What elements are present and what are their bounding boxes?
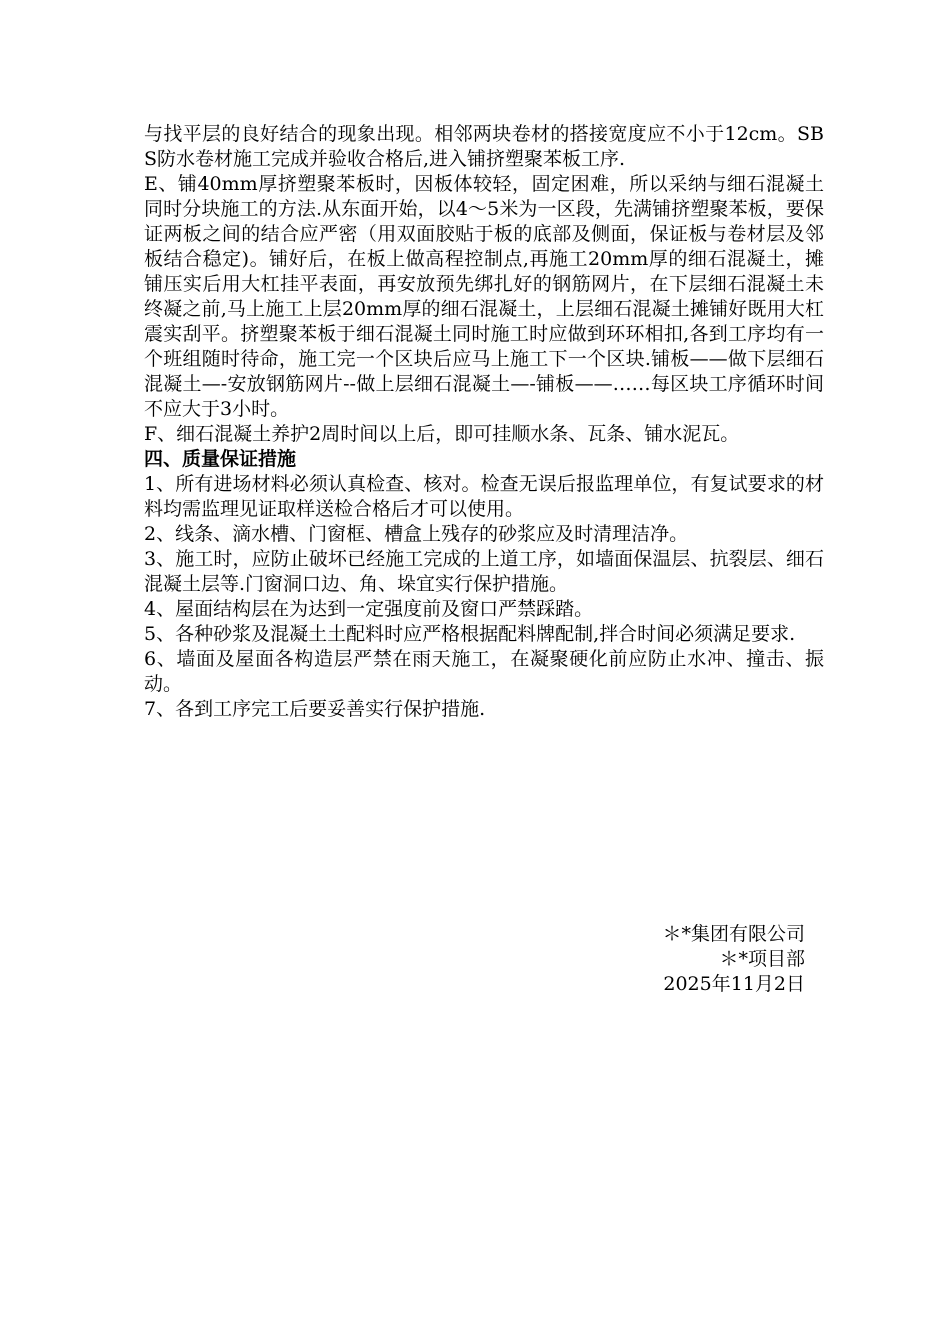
signature-company: ＊*集团有限公司 [662, 923, 805, 945]
document-body [144, 122, 824, 722]
list-item: 3、施工时，应防止破坏已经施工完成的上道工序，如墙面保温层、抗裂层、细石混凝土层等.门窗洞口边、角、垛宜实行保护措施。 [144, 548, 824, 595]
signature-date: 2025年11月2日 [663, 973, 805, 995]
signature-block [560, 922, 805, 997]
list-item: 4、屋面结构层在为达到一定强度前及窗口严禁踩踏。 [144, 598, 594, 620]
signature-department: ＊*项目部 [719, 948, 805, 970]
section-heading: 四、质量保证措施 [144, 448, 297, 470]
paragraph-step-f: F、细石混凝土养护2周时间以上后，即可挂顺水条、瓦条、铺水泥瓦。 [144, 423, 740, 445]
list-item: 5、各种砂浆及混凝土土配料时应严格根据配料牌配制,拌合时间必须满足要求. [144, 623, 796, 645]
paragraph-step-e: E、铺40mm厚挤塑聚苯板时，因板体较轻，固定困难，所以采纳与细石混凝土同时分块施工的方法.从东面开始，以4～5米为一区段，先满铺挤塑聚苯板，要保证两板之间的结合应严密（用双面胶贴于板的底部及侧面，保证板与卷材层及邻板结合稳定)。铺好后，在板上做高程控制点,再施工20mm厚的细石混凝土，摊铺压实后用大杠挂平表面，再安放预先绑扎好的钢筋网片，在下层细石混凝土未终凝之前,马上施工上层20mm厚的细石混凝土，上层细石混凝土摊铺好既用大杠震实刮平。挤塑聚苯板于细石混凝土同时施工时应做到环环相扣,各到工序均有一个班组随时待命，施工完一个区块后应马上施工下一个区块.铺板——做下层细石混凝土—-安放钢筋网片--做上层细石混凝土—-铺板——……每区块工序循环时间不应大于3小时。 [144, 173, 824, 420]
list-item: 6、墙面及屋面各构造层严禁在雨天施工，在凝聚硬化前应防止水冲、撞击、振动。 [144, 648, 824, 695]
list-item: 1、所有进场材料必须认真检查、核对。检查无误后报监理单位，有复试要求的材料均需监理见证取样送检合格后才可以使用。 [144, 473, 824, 520]
list-item: 2、线条、滴水槽、门窗框、槽盒上残存的砂浆应及时清理洁净。 [144, 523, 689, 545]
list-item: 7、各到工序完工后要妥善实行保护措施. [144, 698, 486, 720]
paragraph-intro: 与找平层的良好结合的现象出现。相邻两块卷材的搭接宽度应不小于12cm。SBS防水卷材施工完成并验收合格后,进入铺挤塑聚苯板工序. [144, 123, 824, 170]
